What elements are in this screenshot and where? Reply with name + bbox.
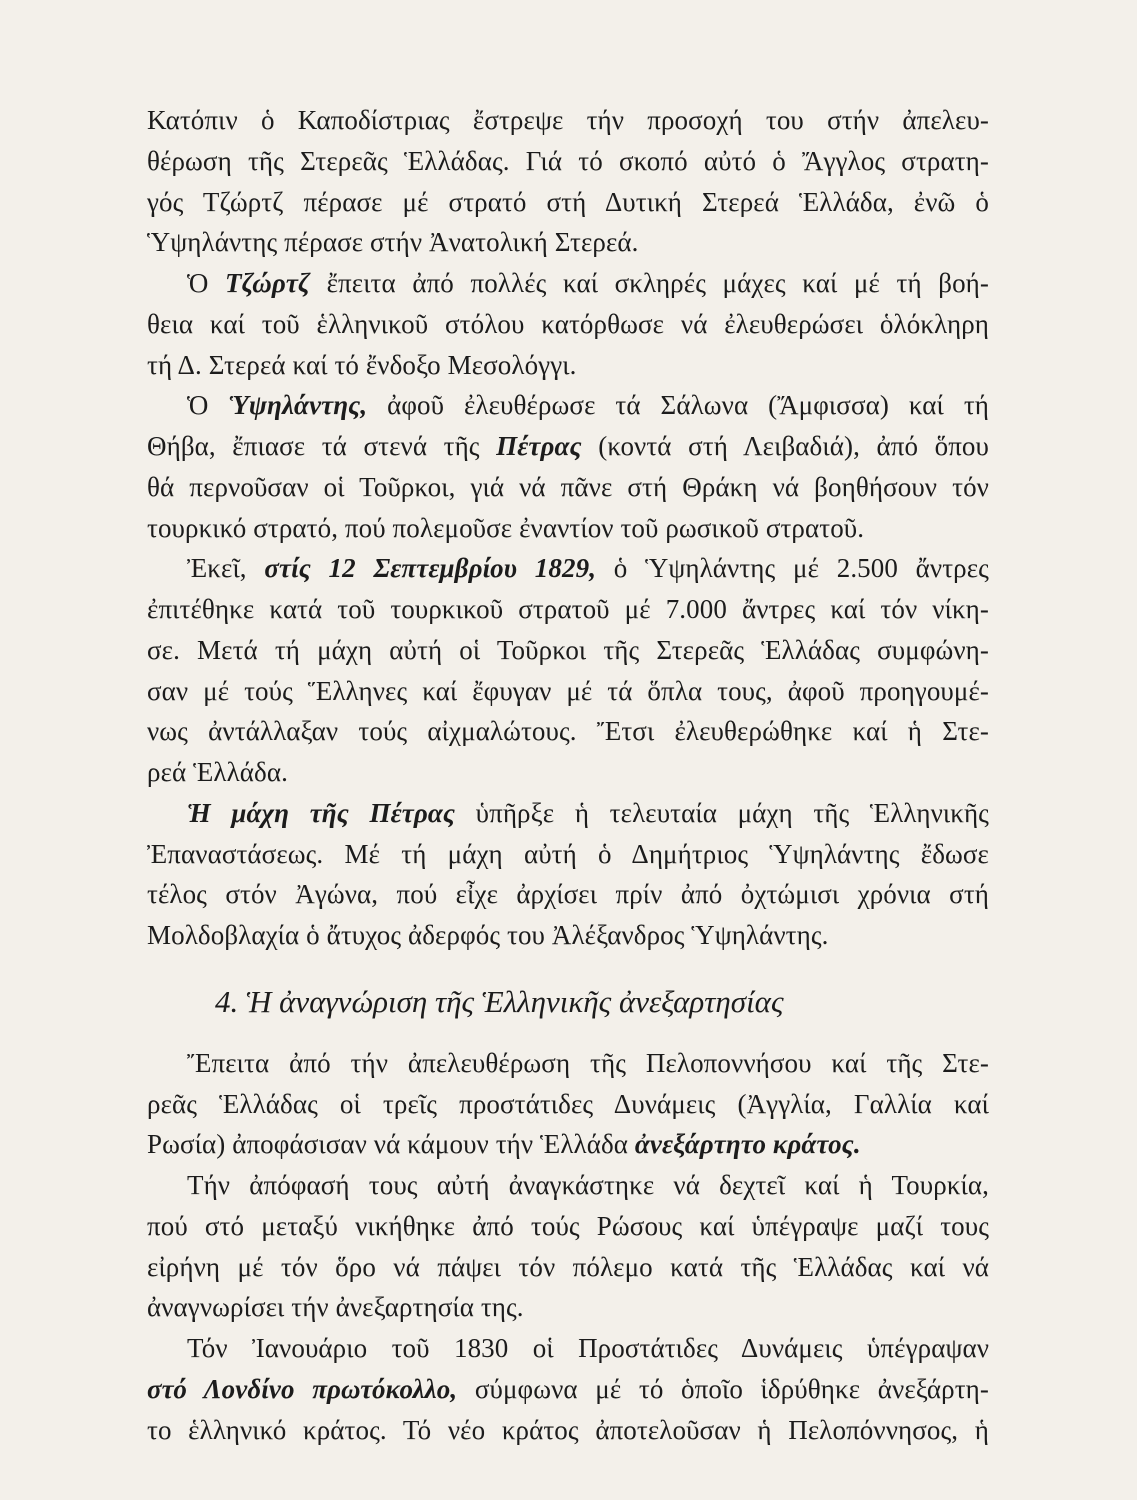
emphasis-independent-state: ἀνεξάρτητο κράτος.: [634, 1129, 861, 1159]
text-line: νως ἀντάλλαξαν τούς αἰχμαλώτους. Ἔτσι ἐλευθερώθηκε καί ἡ Στε-: [147, 716, 989, 746]
text-line: θά περνοῦσαν οἱ Τοῦρκοι, γιά νά πᾶνε στή Θράκη νά βοηθήσουν τόν: [147, 472, 989, 502]
text-line: σε. Μετά τή μάχη αὐτή οἱ Τοῦρκοι τῆς Στερεᾶς Ἑλλάδας συμφώνη-: [147, 635, 989, 665]
text-line: ρεά Ἑλλάδα.: [147, 757, 288, 787]
text-line: Μολδοβλαχία ὁ ἄτυχος ἀδερφός του Ἀλέξανδρος Ὑψηλάντης.: [147, 920, 829, 950]
emphasis-name-tzortz: Τζώρτζ: [225, 268, 311, 298]
section-heading: 4. Ἡ ἀναγνώριση τῆς Ἑλληνικῆς ἀνεξαρτησίας: [215, 984, 784, 1019]
text-line: ἐπιτέθηκε κατά τοῦ τουρκικοῦ στρατοῦ μέ 7.000 ἄντρες καί τόν νίκη-: [147, 594, 989, 624]
text-line: Ἐπαναστάσεως. Μέ τή μάχη αὐτή ὁ Δημήτριος Ὑψηλάντης ἔδωσε: [147, 839, 989, 869]
text-line: Ρωσία) ἀποφάσισαν νά κάμουν τήν Ἑλλάδα ἀνεξάρτητο κράτος.: [147, 1129, 861, 1159]
text-line: θέρωση τῆς Στερεᾶς Ἑλλάδας. Γιά τό σκοπό αὐτό ὁ Ἄγγλος στρατη-: [147, 146, 989, 176]
text-line: Ἐκεῖ, στίς 12 Σεπτεμβρίου 1829, ὁ Ὑψηλάντης μέ 2.500 ἄντρες: [187, 553, 989, 583]
text-line: γός Τζώρτζ πέρασε μέ στρατό στή Δυτική Στερεά Ἑλλάδα, ἐνῶ ὁ: [147, 187, 989, 217]
text-line: Κατόπιν ὁ Καποδίστριας ἔστρεψε τήν προσοχή του στήν ἀπελευ-: [147, 105, 989, 135]
text-line: τέλος στόν Ἀγώνα, πού εἶχε ἀρχίσει πρίν ἀπό ὀχτώμισι χρόνια στή: [147, 879, 989, 909]
emphasis-london-protocol: στό Λονδίνο πρωτόκολλο,: [147, 1374, 458, 1404]
text-line: θεια καί τοῦ ἑλληνικοῦ στόλου κατόρθωσε νά ἐλευθερώσει ὁλόκληρη: [147, 309, 989, 339]
text-line: Ἔπειτα ἀπό τήν ἀπελευθέρωση τῆς Πελοποννήσου καί τῆς Στε-: [187, 1048, 989, 1078]
emphasis-place-petra: Πέτρας: [496, 431, 582, 461]
text-line: εἰρήνη μέ τόν ὅρο νά πάψει τόν πόλεμο κατά τῆς Ἑλλάδας καί νά: [147, 1252, 989, 1282]
text-line: Θήβα, ἔπιασε τά στενά τῆς Πέτρας (κοντά στή Λειβαδιά), ἀπό ὅπου: [147, 431, 989, 461]
text-line: Ὁ Ὑψηλάντης, ἀφοῦ ἐλευθέρωσε τά Σάλωνα (Ἄμφισσα) καί τή: [187, 390, 989, 420]
text-line: πού στό μεταξύ νικήθηκε ἀπό τούς Ρώσους καί ὑπέγραψε μαζί τους: [147, 1211, 989, 1241]
emphasis-name-ypsilantis: Ὑψηλάντης,: [228, 390, 368, 420]
text-line: ρεᾶς Ἑλλάδας οἱ τρεῖς προστάτιδες Δυνάμεις (Ἀγγλία, Γαλλία καί: [147, 1089, 989, 1119]
text-line: Ἡ μάχη τῆς Πέτρας ὑπῆρξε ἡ τελευταία μάχη τῆς Ἑλληνικῆς: [187, 798, 989, 828]
text-line: Ὁ Τζώρτζ ἔπειτα ἀπό πολλές καί σκληρές μάχες καί μέ τή βοή-: [187, 268, 989, 298]
text-line: τή Δ. Στερεά καί τό ἔνδοξο Μεσολόγγι.: [147, 350, 577, 380]
emphasis-date: στίς 12 Σεπτεμβρίου 1829,: [264, 553, 597, 583]
text-line: σαν μέ τούς Ἕλληνες καί ἔφυγαν μέ τά ὅπλα τους, ἀφοῦ προηγουμέ-: [147, 676, 989, 706]
emphasis-battle-petra: Ἡ μάχη τῆς Πέτρας: [187, 798, 456, 828]
text-line: στό Λονδίνο πρωτόκολλο, σύμφωνα μέ τό ὁποῖο ἱδρύθηκε ἀνεξάρτη-: [147, 1374, 989, 1404]
text-line: Ὑψηλάντης πέρασε στήν Ἀνατολική Στερεά.: [147, 227, 639, 257]
text-line: Τόν Ἰανουάριο τοῦ 1830 οἱ Προστάτιδες Δυνάμεις ὑπέγραψαν: [187, 1333, 989, 1363]
text-line: ἀναγνωρίσει τήν ἀνεξαρτησία της.: [147, 1292, 524, 1322]
text-line: τουρκικό στρατό, πού πολεμοῦσε ἐναντίον τοῦ ρωσικοῦ στρατοῦ.: [147, 513, 865, 543]
text-line: το ἑλληνικό κράτος. Τό νέο κράτος ἀποτελοῦσαν ἡ Πελοπόννησος, ἡ: [147, 1415, 989, 1445]
text-line: Τήν ἀπόφασή τους αὐτή ἀναγκάστηκε νά δεχτεῖ καί ἡ Τουρκία,: [187, 1170, 989, 1200]
